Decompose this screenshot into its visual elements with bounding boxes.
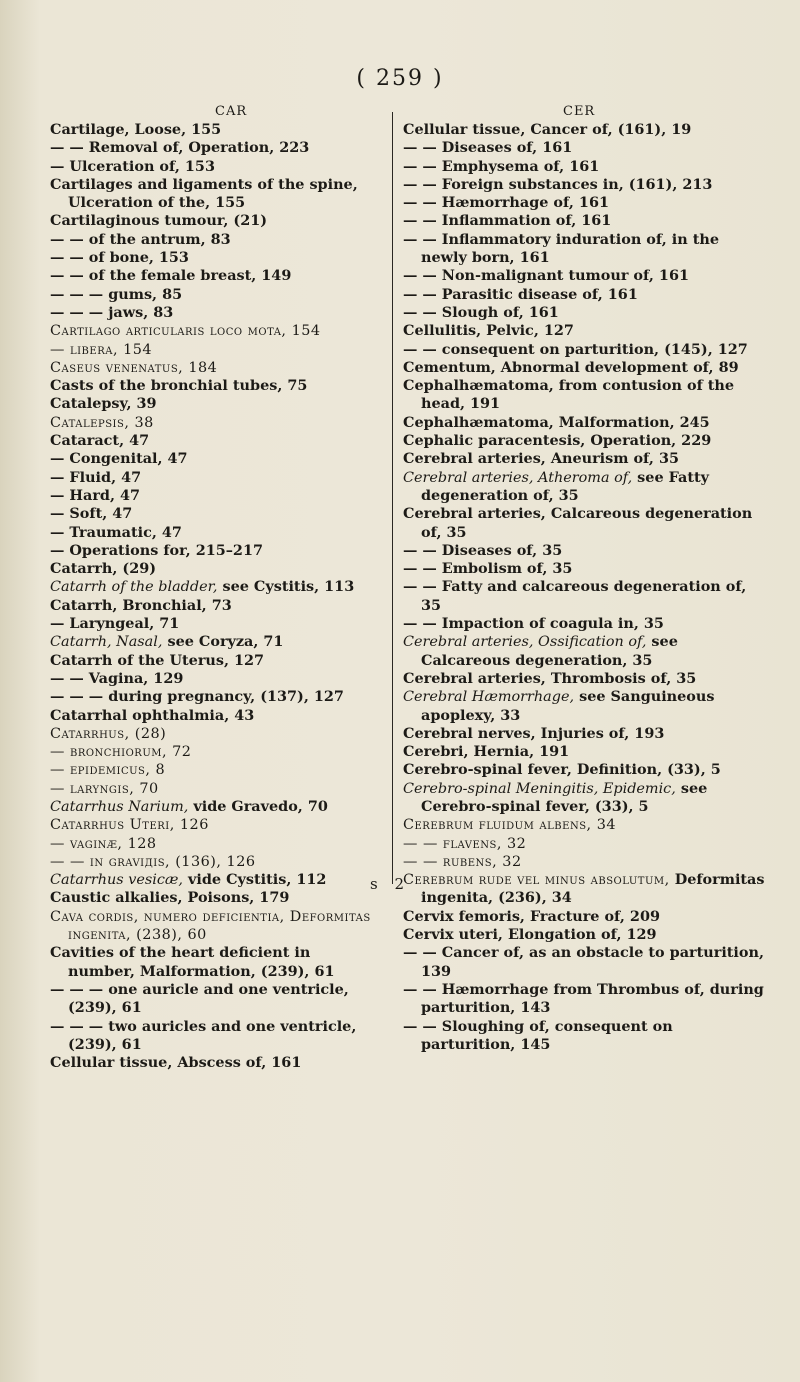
index-entry: — Fluid, 47 (50, 468, 142, 486)
index-entry: Catalepsy, 39 (50, 395, 157, 413)
index-entry: — — in graviдis, (136), 126 (50, 853, 256, 870)
entry-term: Cerebro-spinal Meningitis, Epidemic, (403, 780, 676, 797)
left-column-header: CAR (215, 104, 248, 119)
index-entry: — epidemicus, 8 (50, 762, 166, 779)
index-entry (403, 780, 765, 817)
index-entry (403, 469, 765, 506)
index-entry: Cerebral arteries, Aneurism of, 35 (403, 450, 679, 468)
index-entry: — — Inflammation of, 161 (403, 212, 612, 230)
index-entry (403, 871, 765, 908)
entry-reference: vide Gravedo, 70 (188, 797, 328, 815)
index-entry: Cavities of the heart deficient in number, Malformation, (239), 61 (50, 944, 335, 980)
index-entry: — Laryngeal, 71 (50, 615, 180, 633)
index-entry: Cartilage, Loose, 155 (50, 121, 222, 138)
entry-reference: see Calcareous degeneration, 35 (421, 633, 678, 669)
index-entry: Catarrhal ophthalmia, 43 (50, 706, 255, 724)
index-entry: — — of bone, 153 (50, 249, 189, 267)
index-entry: — — rubens, 32 (403, 853, 522, 870)
index-entry: — Congenital, 47 (50, 450, 188, 468)
index-entry: — — Removal of, Operation, 223 (50, 139, 310, 157)
index-entry: — — Inflammatory induration of, in the newly born, 161 (403, 230, 720, 267)
right-index-column (403, 121, 765, 1054)
index-entry: — — Sloughing of, consequent on parturition, 145 (403, 1017, 673, 1053)
index-entry (403, 633, 765, 670)
index-entry: Cartilages and ligaments of the spine, Ulceration of the, 155 (50, 175, 358, 212)
index-entry: Cerebri, Hernia, 191 (403, 743, 570, 761)
index-entry: Cervix uteri, Elongation of, 129 (403, 926, 657, 944)
index-entry: — Ulceration of, 153 (50, 157, 215, 175)
entry-term: Cerebral arteries, Ossification of, (403, 634, 647, 651)
entry-reference: see Cystitis, 113 (217, 578, 355, 596)
index-entry: — — consequent on parturition, (145), 127 (403, 340, 748, 358)
index-entry: — — Foreign substances in, (161), 213 (403, 175, 713, 193)
entry-reference: see Sanguineous apoplexy, 33 (421, 688, 715, 724)
index-entry: — vaginæ, 128 (50, 835, 157, 852)
index-entry: Catarrhus Uteri, 126 (50, 817, 209, 834)
right-column-header: CER (563, 104, 596, 119)
entry-term: Catarrhus vesicæ, (50, 872, 184, 889)
signature-mark: s 2 (370, 875, 411, 893)
index-entry: — — Diseases of, 35 (403, 541, 563, 559)
index-entry: Cerebrum fluidum albens, 34 (403, 817, 616, 834)
left-index-column (50, 121, 380, 1072)
index-entry: Caseus venenatus, 184 (50, 359, 218, 376)
index-entry (50, 798, 380, 816)
index-entry: — — Hæmorrhage from Thrombus of, during parturition, 143 (403, 980, 764, 1017)
index-entry: — — flavens, 32 (403, 835, 527, 852)
index-entry: — — Parasitic disease of, 161 (403, 285, 638, 303)
index-entry: Cephalic paracentesis, Operation, 229 (403, 432, 712, 450)
index-entry: — — of the antrum, 83 (50, 230, 231, 248)
index-entry: — — — jaws, 83 (50, 303, 174, 321)
index-entry: — Soft, 47 (50, 505, 133, 523)
index-entry: — — Slough of, 161 (403, 303, 559, 321)
entry-reference: Deformitas ingenita, (236), 34 (421, 871, 765, 907)
index-entry: Cataract, 47 (50, 432, 150, 450)
index-entry: — — Vagina, 129 (50, 669, 184, 687)
index-entry: — Traumatic, 47 (50, 523, 182, 541)
entry-term: Catarrh of the bladder, (50, 579, 218, 596)
index-entry: Cellular tissue, Cancer of, (161), 19 (403, 121, 692, 138)
index-entry: Casts of the bronchial tubes, 75 (50, 377, 308, 395)
index-entry: Cellulitis, Pelvic, 127 (403, 322, 574, 340)
index-entry: — — Hæmorrhage of, 161 (403, 194, 609, 212)
index-entry: Cartilaginous tumour, (21) (50, 212, 268, 230)
index-entry: Cerebro-spinal fever, Definition, (33), 5 (403, 761, 721, 779)
page-number: ( 259 ) (356, 66, 444, 91)
entry-term: Cerebral Hæmorrhage, (403, 689, 575, 706)
index-entry: Cephalhæmatoma, from contusion of the head, 191 (403, 377, 735, 413)
index-entry: — — Impaction of coagula in, 35 (403, 615, 664, 633)
index-entry: Cava cordis, numero deficientia, Deformitas ingenita, (238), 60 (50, 908, 371, 944)
entry-reference: see Cerebro-spinal fever, (33), 5 (421, 779, 708, 815)
index-entry: — — Diseases of, 161 (403, 139, 573, 157)
entry-reference: see Fatty degeneration of, 35 (421, 468, 710, 504)
index-entry: Cerebral arteries, Thrombosis of, 35 (403, 669, 697, 687)
entry-term: Cerebrum rude vel minus absolutum, (403, 872, 670, 889)
index-entry: Cephalhæmatoma, Malformation, 245 (403, 413, 710, 431)
index-entry: — Hard, 47 (50, 486, 141, 504)
index-entry: Cartilago articularis loco mota, 154 (50, 323, 321, 340)
index-entry: Cervix femoris, Fracture of, 209 (403, 907, 660, 925)
entry-reference: vide Cystitis, 112 (183, 871, 327, 889)
index-entry: Cerebral nerves, Injuries of, 193 (403, 724, 665, 742)
entry-term: Catarrh, Nasal, (50, 634, 163, 651)
index-entry: — laryngis, 70 (50, 780, 159, 797)
index-entry: Catarrh, Bronchial, 73 (50, 596, 232, 614)
index-entry (50, 871, 380, 889)
index-entry: — — Fatty and calcareous degeneration of, 35 (403, 578, 747, 614)
column-divider (392, 112, 393, 884)
index-entry: — libera, 154 (50, 341, 153, 358)
index-entry: Cellular tissue, Abscess of, 161 (50, 1054, 302, 1072)
index-entry: Catalepsis, 38 (50, 414, 154, 431)
entry-term: Catarrhus Narium, (50, 798, 189, 815)
index-entry: — — of the female breast, 149 (50, 267, 292, 285)
index-entry: — — Non-malignant tumour of, 161 (403, 267, 689, 285)
index-entry: — — Embolism of, 35 (403, 560, 573, 578)
index-entry (50, 633, 380, 651)
index-entry: Cementum, Abnormal development of, 89 (403, 358, 739, 376)
index-entry (50, 578, 380, 596)
index-entry: Cerebral arteries, Calcareous degeneration of, 35 (403, 505, 753, 541)
entry-term: Cerebral arteries, Atheroma of, (403, 469, 633, 486)
index-entry: — — — gums, 85 (50, 285, 183, 303)
entry-reference: see Coryza, 71 (162, 633, 284, 651)
index-entry: — — — one auricle and one ventricle, (239), 61 (50, 980, 349, 1017)
index-entry (403, 688, 765, 725)
index-entry: — bronchiorum, 72 (50, 744, 192, 761)
index-entry: — Operations for, 215–217 (50, 541, 263, 559)
index-entry: Catarrh of the Uterus, 127 (50, 651, 265, 669)
index-entry: — — Cancer of, as an obstacle to parturition, 139 (403, 944, 764, 980)
index-entry: — — — two auricles and one ventricle, (239), 61 (50, 1017, 357, 1053)
index-entry: Catarrhus, (28) (50, 725, 167, 742)
index-entry: — — — during pregnancy, (137), 127 (50, 688, 344, 706)
index-entry: Catarrh, (29) (50, 560, 157, 578)
index-entry: Caustic alkalies, Poisons, 179 (50, 889, 290, 907)
index-entry: — — Emphysema of, 161 (403, 157, 600, 175)
